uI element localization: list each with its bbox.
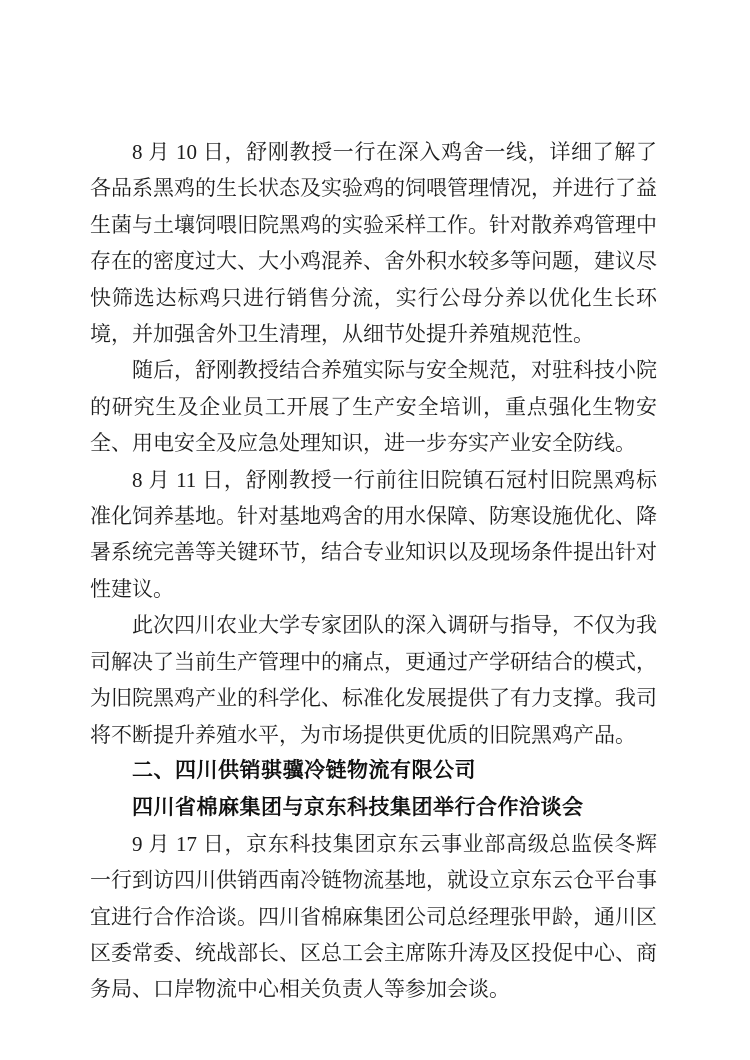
event-title-heading: 四川省棉麻集团与京东科技集团举行合作洽谈会 (132, 795, 584, 820)
body-paragraph: 8 月 11 日，舒刚教授一行前往旧院镇石冠村旧院黑鸡标准化饲养基地。针对基地鸡舍的用水保障、防寒设施优化、降暑系统完善等关键环节，结合专业知识以及现场条件提出针对性建议。 (90, 467, 657, 601)
body-paragraph: 此次四川农业大学专家团队的深入调研与指导，不仅为我司解决了当前生产管理中的痛点，更通过产学研结合的模式，为旧院黑鸡产业的科学化、标准化发展提供了有力支撑。我司将不断提升养殖水平，为市场提供更优质的旧院黑鸡产品。 (90, 613, 657, 747)
body-paragraph: 随后，舒刚教授结合养殖实际与安全规范，对驻科技小院的研究生及企业员工开展了生产安全培训，重点强化生物安全、用电安全及应急处理知识，进一步夯实产业安全防线。 (90, 358, 657, 456)
body-paragraph: 8 月 10 日，舒刚教授一行在深入鸡舍一线，详细了解了各品系黑鸡的生长状态及实验鸡的饲喂管理情况，并进行了益生菌与土壤饲喂旧院黑鸡的实验采样工作。针对散养鸡管理中存在的密度过大、大小鸡混养、舍外积水较多等问题，建议尽快筛选达标鸡只进行销售分流，实行公母分养以优化生长环境，并加强舍外卫生清理，从细节处提升养殖规范性。 (90, 140, 657, 347)
document-content (90, 134, 657, 1008)
body-paragraph: 9 月 17 日，京东科技集团京东云事业部高级总监侯冬辉一行到访四川供销西南冷链物流基地，就设立京东云仓平台事宜进行合作洽谈。四川省棉麻集团公司总经理张甲龄，通川区区委常委、统战部长、区总工会主席陈升涛及区投促中心、商务局、口岸物流中心相关负责人等参加会谈。 (90, 831, 657, 1002)
section-heading: 二、四川供销骐骥冷链物流有限公司 (132, 758, 476, 782)
